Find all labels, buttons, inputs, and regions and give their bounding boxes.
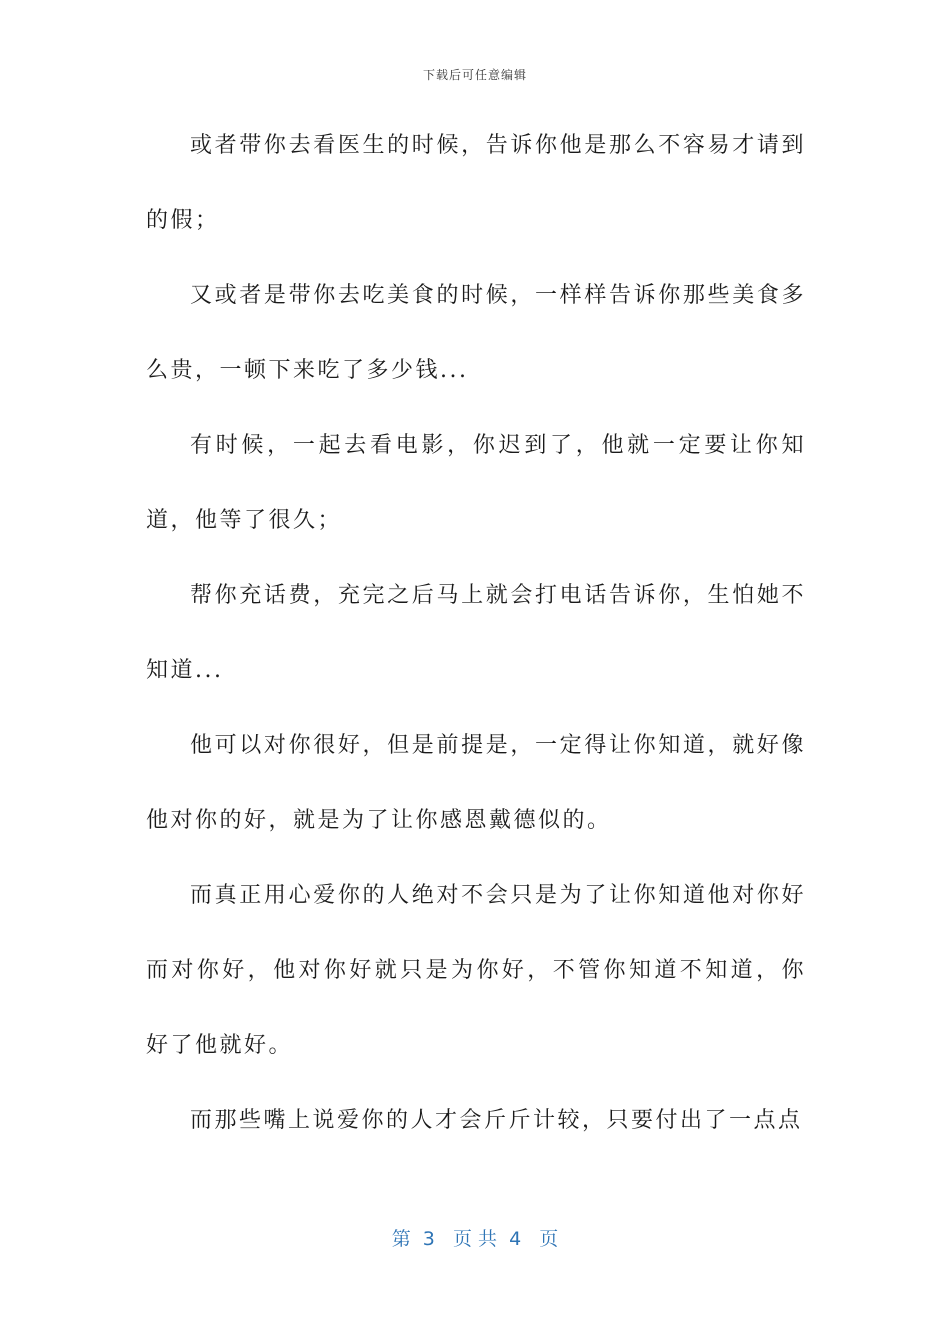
paragraph: 或者带你去看医生的时候，告诉你他是那么不容易才请到的假； [146,133,806,233]
paragraph: 而真正用心爱你的人绝对不会只是为了让你知道他对你好而对你好，他对你好就只是为你好，不管你知道不知道，你好了他就好。 [146,883,806,1058]
paragraph: 又或者是带你去吃美食的时候，一样样告诉你那些美食多么贵，一顿下来吃了多少钱... [146,283,806,383]
paragraph: 而那些嘴上说爱你的人才会斤斤计较，只要付出了一点点 [190,1108,803,1133]
paragraph: 有时候，一起去看电影，你迟到了，他就一定要让你知道，他等了很久； [146,433,806,533]
page-header: 下载后可任意编辑 [422,68,527,82]
page-number-footer: 第 3 页 共 4 页 [391,1228,559,1250]
paragraph: 帮你充话费，充完之后马上就会打电话告诉你，生怕她不知道... [146,583,806,683]
paragraph: 他可以对你很好，但是前提是，一定得让你知道，就好像他对你的好，就是为了让你感恩戴德似的。 [146,733,806,833]
document-body [146,108,806,1158]
